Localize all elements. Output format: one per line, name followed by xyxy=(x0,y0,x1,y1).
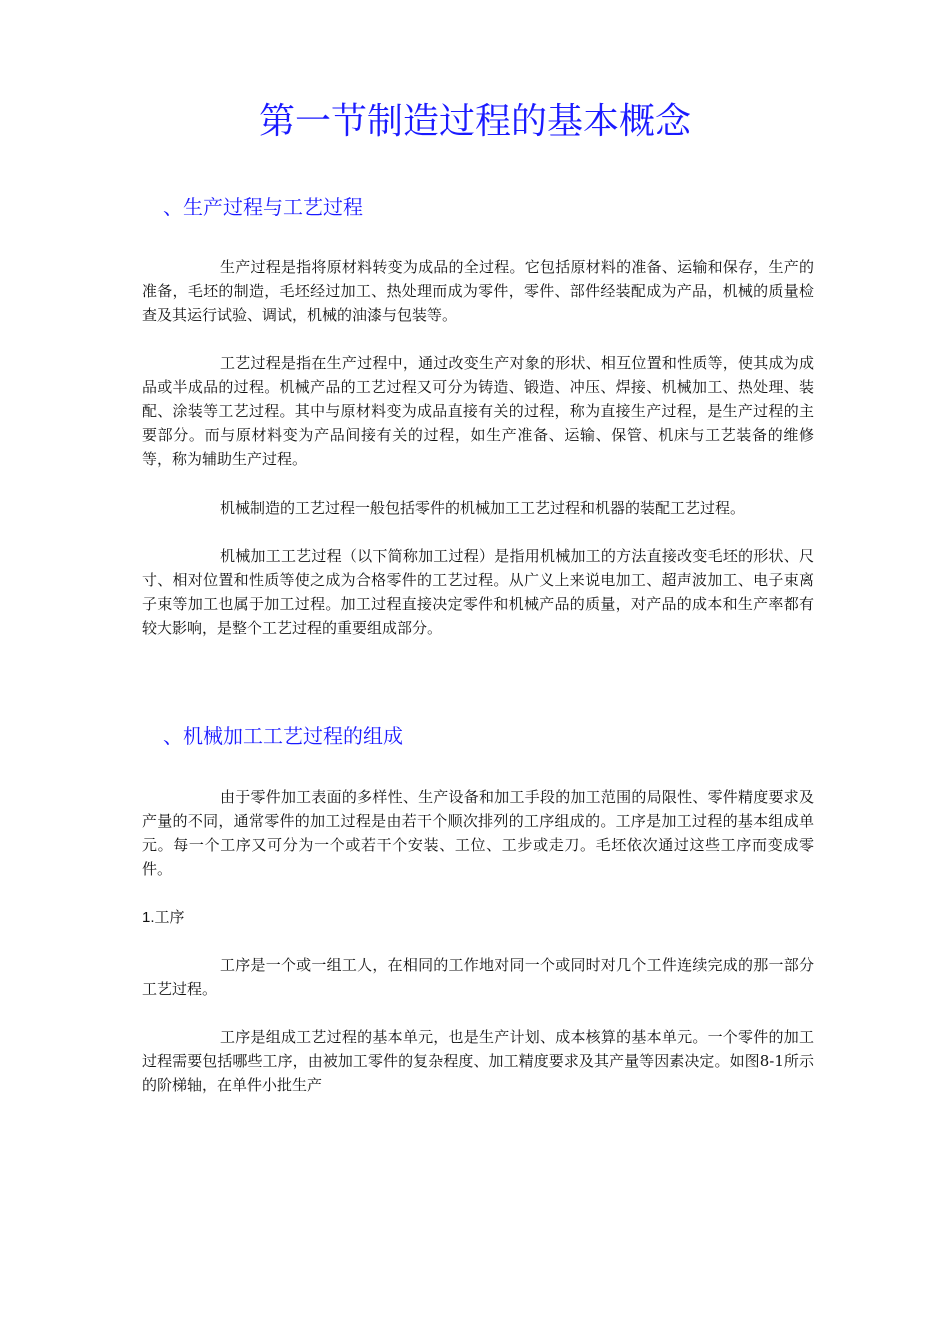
paragraph-manufacturing-process: 机械制造的工艺过程一般包括零件的机械加工工艺过程和机器的装配工艺过程。 xyxy=(220,499,746,517)
paragraph-composition-intro: 由于零件加工表面的多样性、生产设备和加工手段的加工范围的局限性、零件精度要求及产量的不同，通常零件的加工过程是由若干个顺次排列的工序组成的。工序是加工过程的基本组成单元。每一个工序又可分为一个或若干个安装、工位、工步或走刀。毛坯依次通过这些工序而变成零件。 xyxy=(142,788,814,878)
subsection-number: 1. xyxy=(142,909,155,926)
section-heading-process-composition: 、机械加工工艺过程的组成 xyxy=(163,724,403,748)
subsection-label-operation xyxy=(142,905,185,930)
paragraph-process-definition: 工艺过程是指在生产过程中，通过改变生产对象的形状、相互位置和性质等，使其成为成品或半成品的过程。机械产品的工艺过程又可分为铸造、锻造、冲压、焊接、机械加工、热处理、装配、涂装等工艺过程。其中与原材料变为成品直接有关的过程，称为直接生产过程，是生产过程的主要部分。而与原材料变为产品间接有关的过程，如生产准备、运输、保管、机床与工艺装备的维修等，称为辅助生产过程。 xyxy=(142,354,814,468)
paragraph-machining-process: 机械加工工艺过程（以下简称加工过程）是指用机械加工的方法直接改变毛坯的形状、尺寸、相对位置和性质等使之成为合格零件的工艺过程。从广义上来说电加工、超声波加工、电子束离子束等加工也属于加工过程。加工过程直接决定零件和机械产品的质量，对产品的成本和生产率都有较大影响，是整个工艺过程的重要组成部分。 xyxy=(142,547,814,637)
paragraph-production-process: 生产过程是指将原材料转变为成品的全过程。它包括原材料的准备、运输和保存，生产的准备，毛坯的制造，毛坯经过加工、热处理而成为零件，零件、部件经装配成为产品，机械的质量检查及其运行试验、调试，机械的油漆与包装等。 xyxy=(142,258,814,324)
paragraph-operation-unit: 工序是组成工艺过程的基本单元，也是生产计划、成本核算的基本单元。一个零件的加工过程需要包括哪些工序，由被加工零件的复杂程度、加工精度要求及其产量等因素决定。如图8-1所示的阶梯轴，在单件小批生产 xyxy=(142,1028,814,1094)
paragraph-operation-definition: 工序是一个或一组工人，在相同的工作地对同一个或同时对几个工件连续完成的那一部分工艺过程。 xyxy=(142,956,814,998)
section-heading-production-process: 、生产过程与工艺过程 xyxy=(163,195,363,219)
subsection-title: 工序 xyxy=(154,908,185,926)
page-title: 第一节制造过程的基本概念 xyxy=(258,101,691,142)
